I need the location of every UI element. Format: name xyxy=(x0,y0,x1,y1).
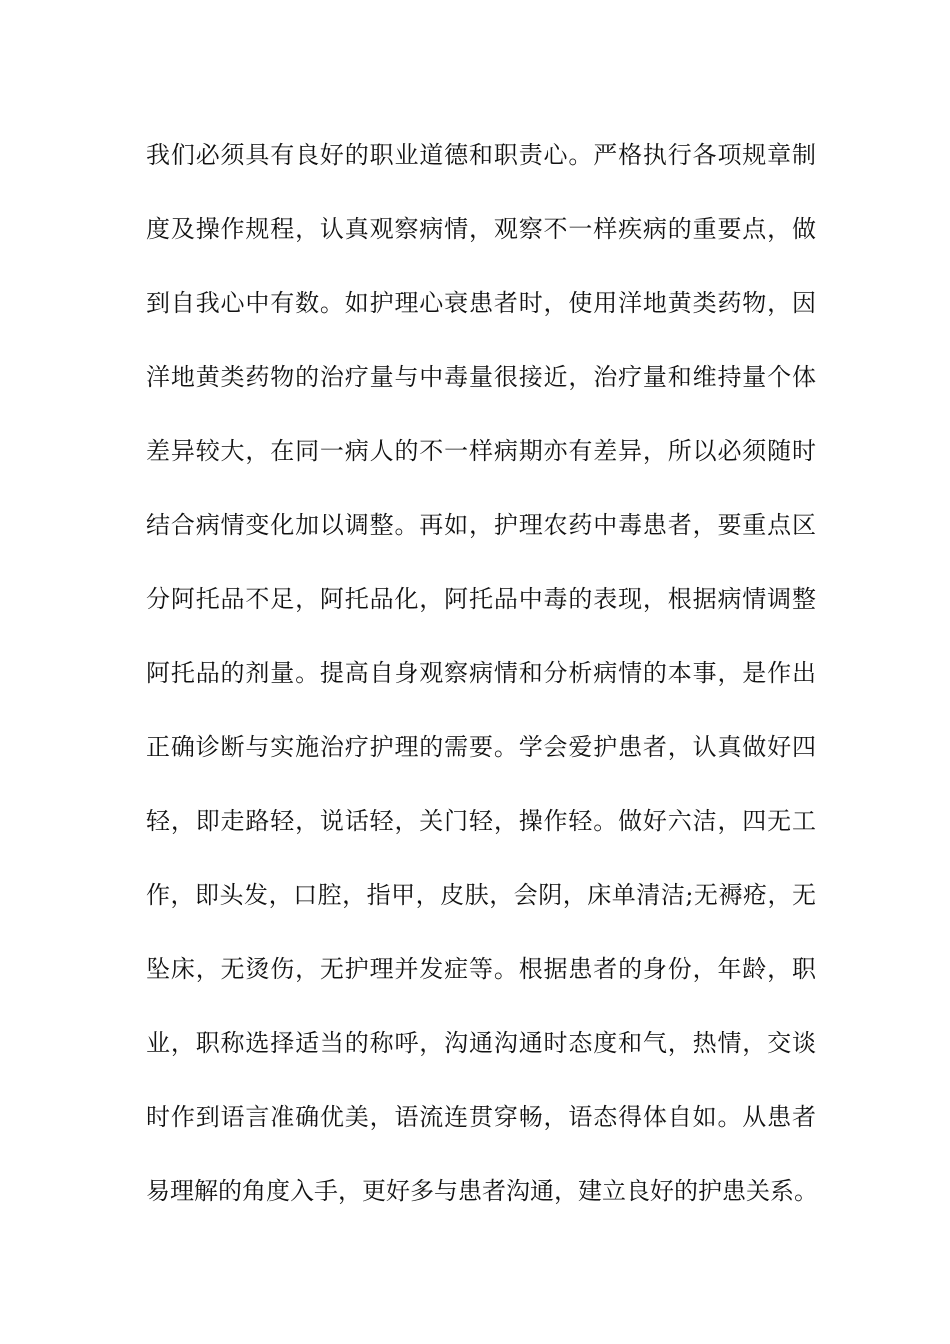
text-line: 到自我心中有数。如护理心衰患者时，使用洋地黄类药物，因 xyxy=(146,289,816,317)
text-line: 差异较大，在同一病人的不一样病期亦有差异，所以必须随时 xyxy=(146,437,816,465)
text-line: 洋地黄类药物的治疗量与中毒量很接近，治疗量和维持量个体 xyxy=(146,363,816,391)
text-line: 阿托品的剂量。提高自身观察病情和分析病情的本事，是作出 xyxy=(146,659,816,687)
text-line: 作，即头发，口腔，指甲，皮肤，会阴，床单清洁;无褥疮，无 xyxy=(146,881,816,909)
text-line: 我们必须具有良好的职业道德和职责心。严格执行各项规章制 xyxy=(146,141,816,169)
text-line: 时作到语言准确优美，语流连贯穿畅，语态得体自如。从患者 xyxy=(146,1103,816,1131)
body-paragraph xyxy=(146,133,816,1243)
text-line: 坠床，无烫伤，无护理并发症等。根据患者的身份，年龄，职 xyxy=(146,955,816,983)
text-line: 结合病情变化加以调整。再如，护理农药中毒患者，要重点区 xyxy=(146,511,816,539)
text-line: 正确诊断与实施治疗护理的需要。学会爱护患者，认真做好四 xyxy=(146,733,816,761)
text-line: 分阿托品不足，阿托品化，阿托品中毒的表现，根据病情调整 xyxy=(146,585,816,613)
text-line: 轻，即走路轻，说话轻，关门轻，操作轻。做好六洁，四无工 xyxy=(146,807,816,835)
text-line: 易理解的角度入手，更好多与患者沟通，建立良好的护患关系。 xyxy=(146,1177,818,1205)
text-line: 业，职称选择适当的称呼，沟通沟通时态度和气，热情，交谈 xyxy=(146,1029,816,1057)
text-line: 度及操作规程，认真观察病情，观察不一样疾病的重要点，做 xyxy=(146,215,816,243)
